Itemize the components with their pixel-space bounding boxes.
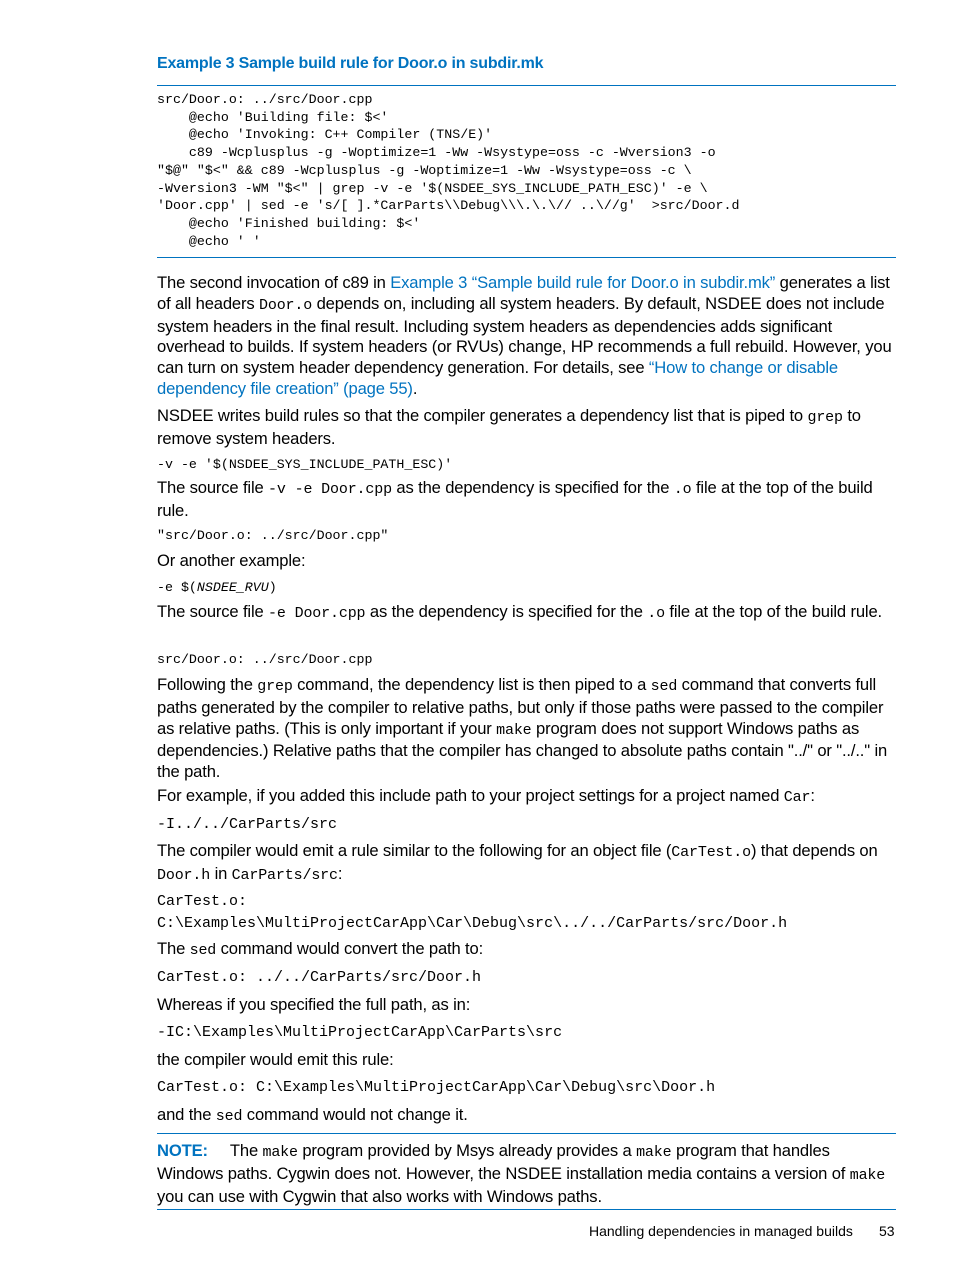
code-include-path: -I../../CarParts/src bbox=[157, 816, 338, 833]
paragraph-emit-rule: the compiler would emit this rule: bbox=[157, 1050, 394, 1069]
code-relative-rule: CarTest.o: ../../CarParts/src/Door.h bbox=[157, 969, 482, 986]
note-label: NOTE: bbox=[157, 1141, 208, 1160]
paragraph-full-path: Whereas if you specified the full path, as in: bbox=[157, 995, 471, 1014]
code-rvu: -e $(NSDEE_RVU) bbox=[157, 580, 277, 595]
paragraph-sed: Following the grep command, the dependency list is then piped to a sed command that converts full paths generated by the compiler to relative paths, but only if those paths were passed to the compiler as relative paths. (This is only important if your make program does not support Windows paths as dependencies.) Relative paths that the compiler has changed to absolute paths contain "../" or "../.." in the path. bbox=[157, 675, 888, 782]
paragraph-no-change: and the sed command would not change it. bbox=[157, 1105, 468, 1125]
code-exclude: -v -e '$(NSDEE_SYS_INCLUDE_PATH_ESC)' bbox=[157, 457, 453, 472]
note-block: NOTE: The make program provided by Msys already provides a make program that handles Windows paths. Cygwin does not. However, the NSDEE installation media contains a version of make you can use with Cygwin that also works with Windows paths. bbox=[157, 1141, 886, 1206]
code-absolute-rule: CarTest.o: C:\Examples\MultiProjectCarApp\Car\Debug\src\Door.h bbox=[157, 1079, 716, 1096]
divider bbox=[157, 85, 896, 86]
code-block: src/Door.o: ../src/Door.cpp @echo 'Building file: $<' @echo 'Invoking: C++ Compiler (TNS/E)' c89 -Wcplusplus -g -Woptimize=1 -Ww -Wsystype=oss -c -Wversion3 -o "$@" "$<" && c89 -Wcplusplus -g -Woptimize=1 -Ww -Wsystype=oss -c \ -Wversion3 -WM "$<" | grep -v -e '$(NSDEE_SYS_INCLUDE_PATH_ESC)' -e \ 'Door.cpp' | sed -e 's/[ ].*CarParts\\Debug\\\.\.\// ..\//g' >src/Door.d @echo 'Finished building: $<' @echo ' ' bbox=[157, 92, 740, 249]
code-rule: src/Door.o: ../src/Door.cpp bbox=[157, 652, 373, 667]
example-title: Example 3 Sample build rule for Door.o in subdir.mk bbox=[157, 55, 544, 72]
paragraph-intro: The second invocation of c89 in Example 3 “Sample build rule for Door.o in subdir.mk” generates a list of all headers Door.o depends on, including all system headers. By default, NSDEE does not include system headers in the final result. Including system headers as dependencies adds significant overhead to builds. If system headers (or RVUs) change, HP recommends a full rebuild. However, you can turn on system header dependency generation. For details, see “How to change or disable dependency file creation” (page 55). bbox=[157, 273, 892, 398]
paragraph-source-file-2: The source file -e Door.cpp as the dependency is specified for the .o file at the top of the build rule. bbox=[157, 602, 883, 622]
divider bbox=[157, 1133, 896, 1134]
divider bbox=[157, 1209, 896, 1210]
link-example-3[interactable]: Example 3 “Sample build rule for Door.o in subdir.mk” bbox=[390, 273, 776, 292]
paragraph-grep: NSDEE writes build rules so that the compiler generates a dependency list that is piped to grep to remove system headers. bbox=[157, 406, 861, 448]
paragraph-sed-convert: The sed command would convert the path to: bbox=[157, 939, 484, 959]
footer-section-title: Handling dependencies in managed builds bbox=[589, 1223, 853, 1239]
page-number: 53 bbox=[879, 1223, 895, 1239]
code-rule-quoted: "src/Door.o: ../src/Door.cpp" bbox=[157, 528, 389, 543]
paragraph-source-file: The source file -v -e Door.cpp as the dependency is specified for the .o file at the top of the build rule. bbox=[157, 478, 873, 520]
code-emitted-rule: CarTest.o: C:\Examples\MultiProjectCarApp\Car\Debug\src\../../CarParts/src/Door.h bbox=[157, 893, 788, 932]
paragraph-example-include: For example, if you added this include path to your project settings for a project named Car: bbox=[157, 786, 815, 806]
link-how-to-change[interactable]: “How to change or disable dependency file creation” (page 55) bbox=[157, 358, 838, 398]
code-full-include: -IC:\Examples\MultiProjectCarApp\CarParts\src bbox=[157, 1024, 563, 1041]
paragraph-compiler-emit: The compiler would emit a rule similar to the following for an object file (CarTest.o) that depends on Door.h in CarParts/src: bbox=[157, 841, 878, 884]
paragraph-another-example: Or another example: bbox=[157, 551, 306, 570]
divider bbox=[157, 257, 896, 258]
